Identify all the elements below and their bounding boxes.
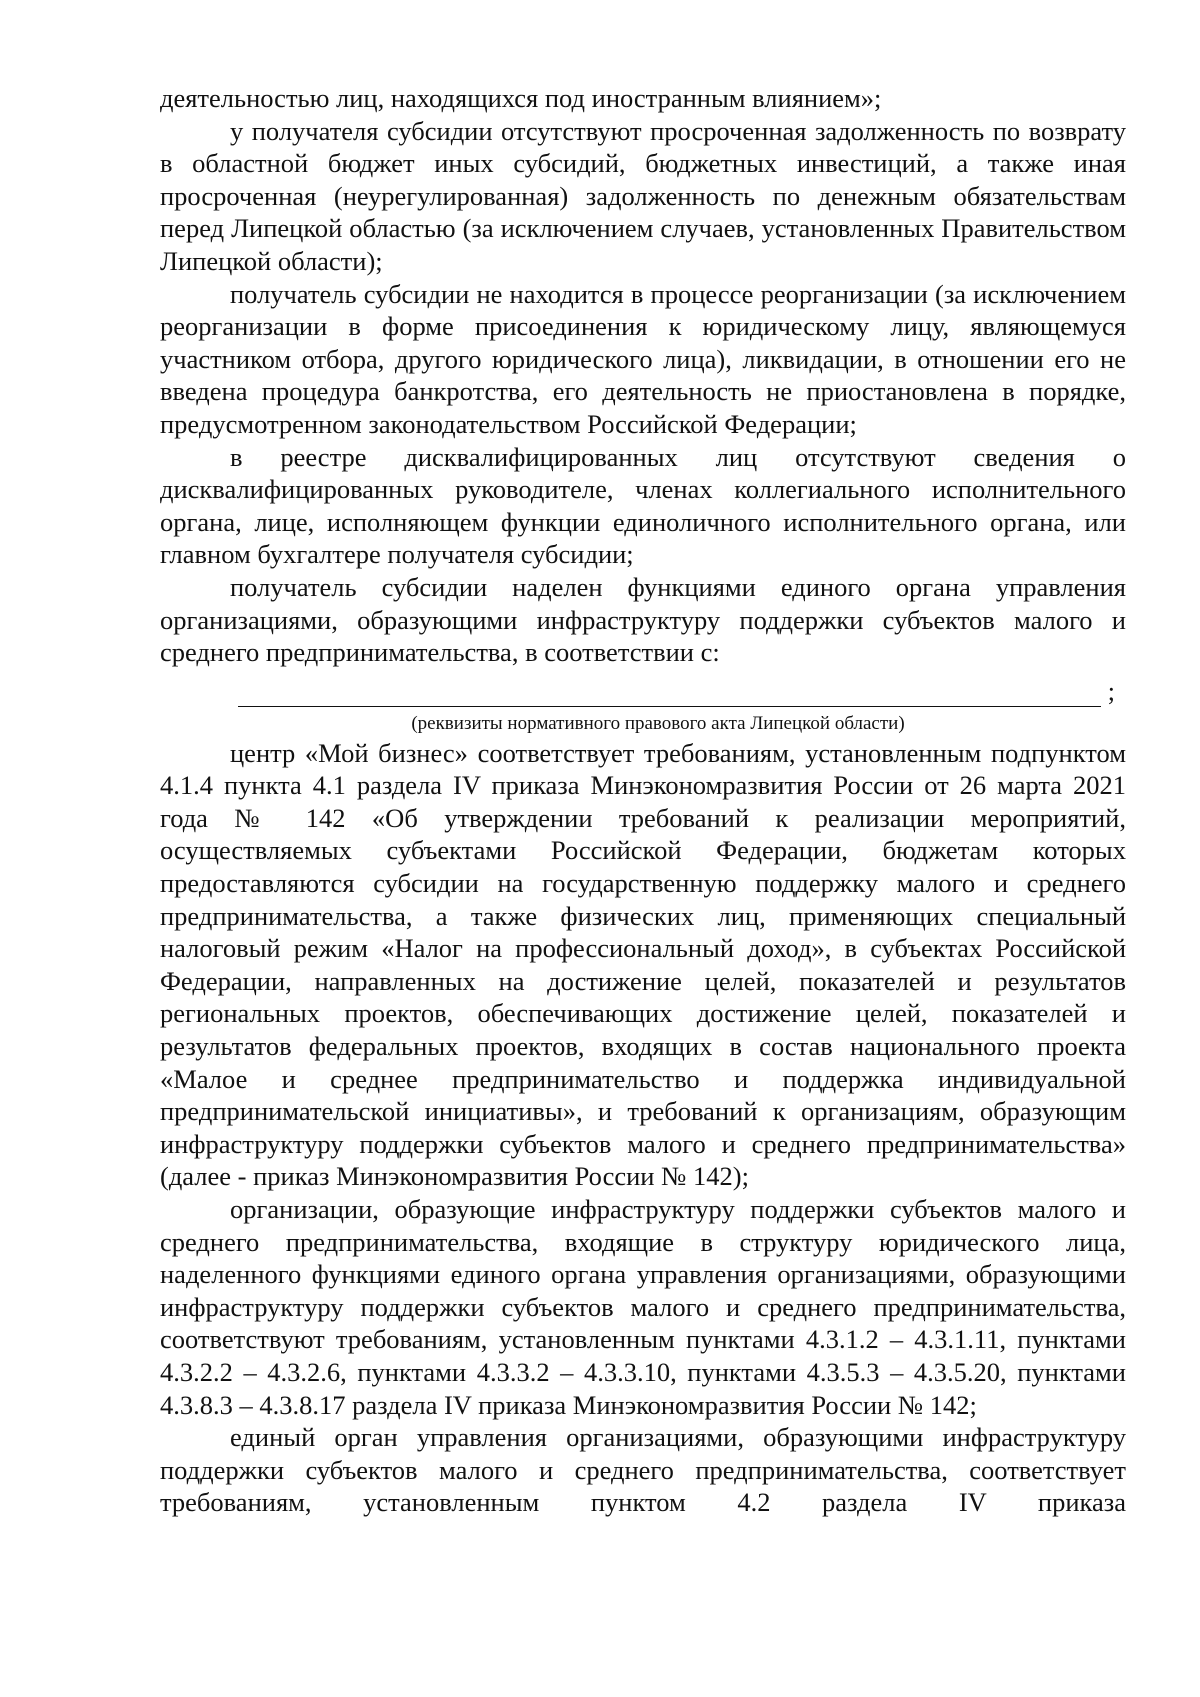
paragraph-single-management-body: единый орган управления организациями, образующими инфраструктуру поддержки субъектов малого и среднего предпринимательства, соответствует требованиям, установленным пунктом 4.2 раздела IV приказа xyxy=(160,1422,1126,1518)
paragraph-my-business-center: центр «Мой бизнес» соответствует требованиям, установленным подпунктом 4.1.4 пункта 4.1 раздела IV приказа Минэкономразвития России от 26 марта 2021 года № 142 «Об утверждении требований к реализации мероприятий, осуществляемых субъектами Российской Федерации, бюджетам которых предоставляются субсидии на государственную поддержку малого и среднего предпринимательства, а также физических лиц, применяющих специальный налоговый режим «Налог на профессиональный доход», в субъектах Российской Федерации, направленных на достижение целей, показателей и результатов региональных проектов, обеспечивающих достижение целей, показателей и результатов федеральных проектов, входящих в состав национального проекта «Малое и среднее предпринимательство и поддержка индивидуальной предпринимательской инициативы», и требований к организациям, образующим инфраструктуру поддержки субъектов малого и среднего предпринимательства» (далее - приказ Минэкономразвития России № 142); xyxy=(160,737,1126,1192)
paragraph-infrastructure-organizations: организации, образующие инфраструктуру поддержки субъектов малого и среднего предпринимательства, входящие в структуру юридического лица, наделенного функциями единого органа управления организациями, образующими инфраструктуру поддержки субъектов малого и среднего предпринимательства, соответствуют требованиям, установленным пунктами 4.3.1.2 – 4.3.1.11, пунктами 4.3.2.2 – 4.3.2.6, пунктами 4.3.3.2 – 4.3.3.10, пунктами 4.3.5.3 – 4.3.5.20, пунктами 4.3.8.3 – 4.3.8.17 раздела IV приказа Минэкономразвития России № 142; xyxy=(160,1194,1126,1420)
paragraph-disqualified-registry: в реестре дисквалифицированных лиц отсутствуют сведения о дисквалифицированных руководителе, членах коллегиального исполнительного органа, лице, исполняющем функции единоличного исполнительного органа, или главном бухгалтере получателя субсидии; xyxy=(160,441,1126,570)
blank-line-semicolon: ; xyxy=(1107,677,1115,707)
blank-underline xyxy=(238,706,1101,707)
blank-line-caption: (реквизиты нормативного правового акта Липецкой области) xyxy=(411,712,905,734)
paragraph-continuation: деятельностью лиц, находящихся под иностранным влиянием»; xyxy=(160,83,882,113)
paragraph-no-debt: у получателя субсидии отсутствуют просроченная задолженность по возврату в областной бюджет иных субсидий, бюджетных инвестиций, а также иная просроченная (неурегулированная) задолженность по денежным обязательствам перед Липецкой областью (за исключением случаев, установленных Правительством Липецкой области); xyxy=(160,115,1126,276)
paragraph-single-body-functions: получатель субсидии наделен функциями единого органа управления организациями, образующими инфраструктуру поддержки субъектов малого и среднего предпринимательства, в соответствии с: xyxy=(160,571,1126,668)
document-page xyxy=(160,82,1126,1519)
paragraph-no-reorganization: получатель субсидии не находится в процессе реорганизации (за исключением реорганизации в форме присоединения к юридическому лицу, являющемуся участником отбора, другого юридического лица), ликвидации, в отношении его не введена процедура банкротства, его деятельность не приостановлена в порядке, предусмотренном законодательством Российской Федерации; xyxy=(160,278,1126,439)
fill-in-blank-line xyxy=(238,675,1115,709)
